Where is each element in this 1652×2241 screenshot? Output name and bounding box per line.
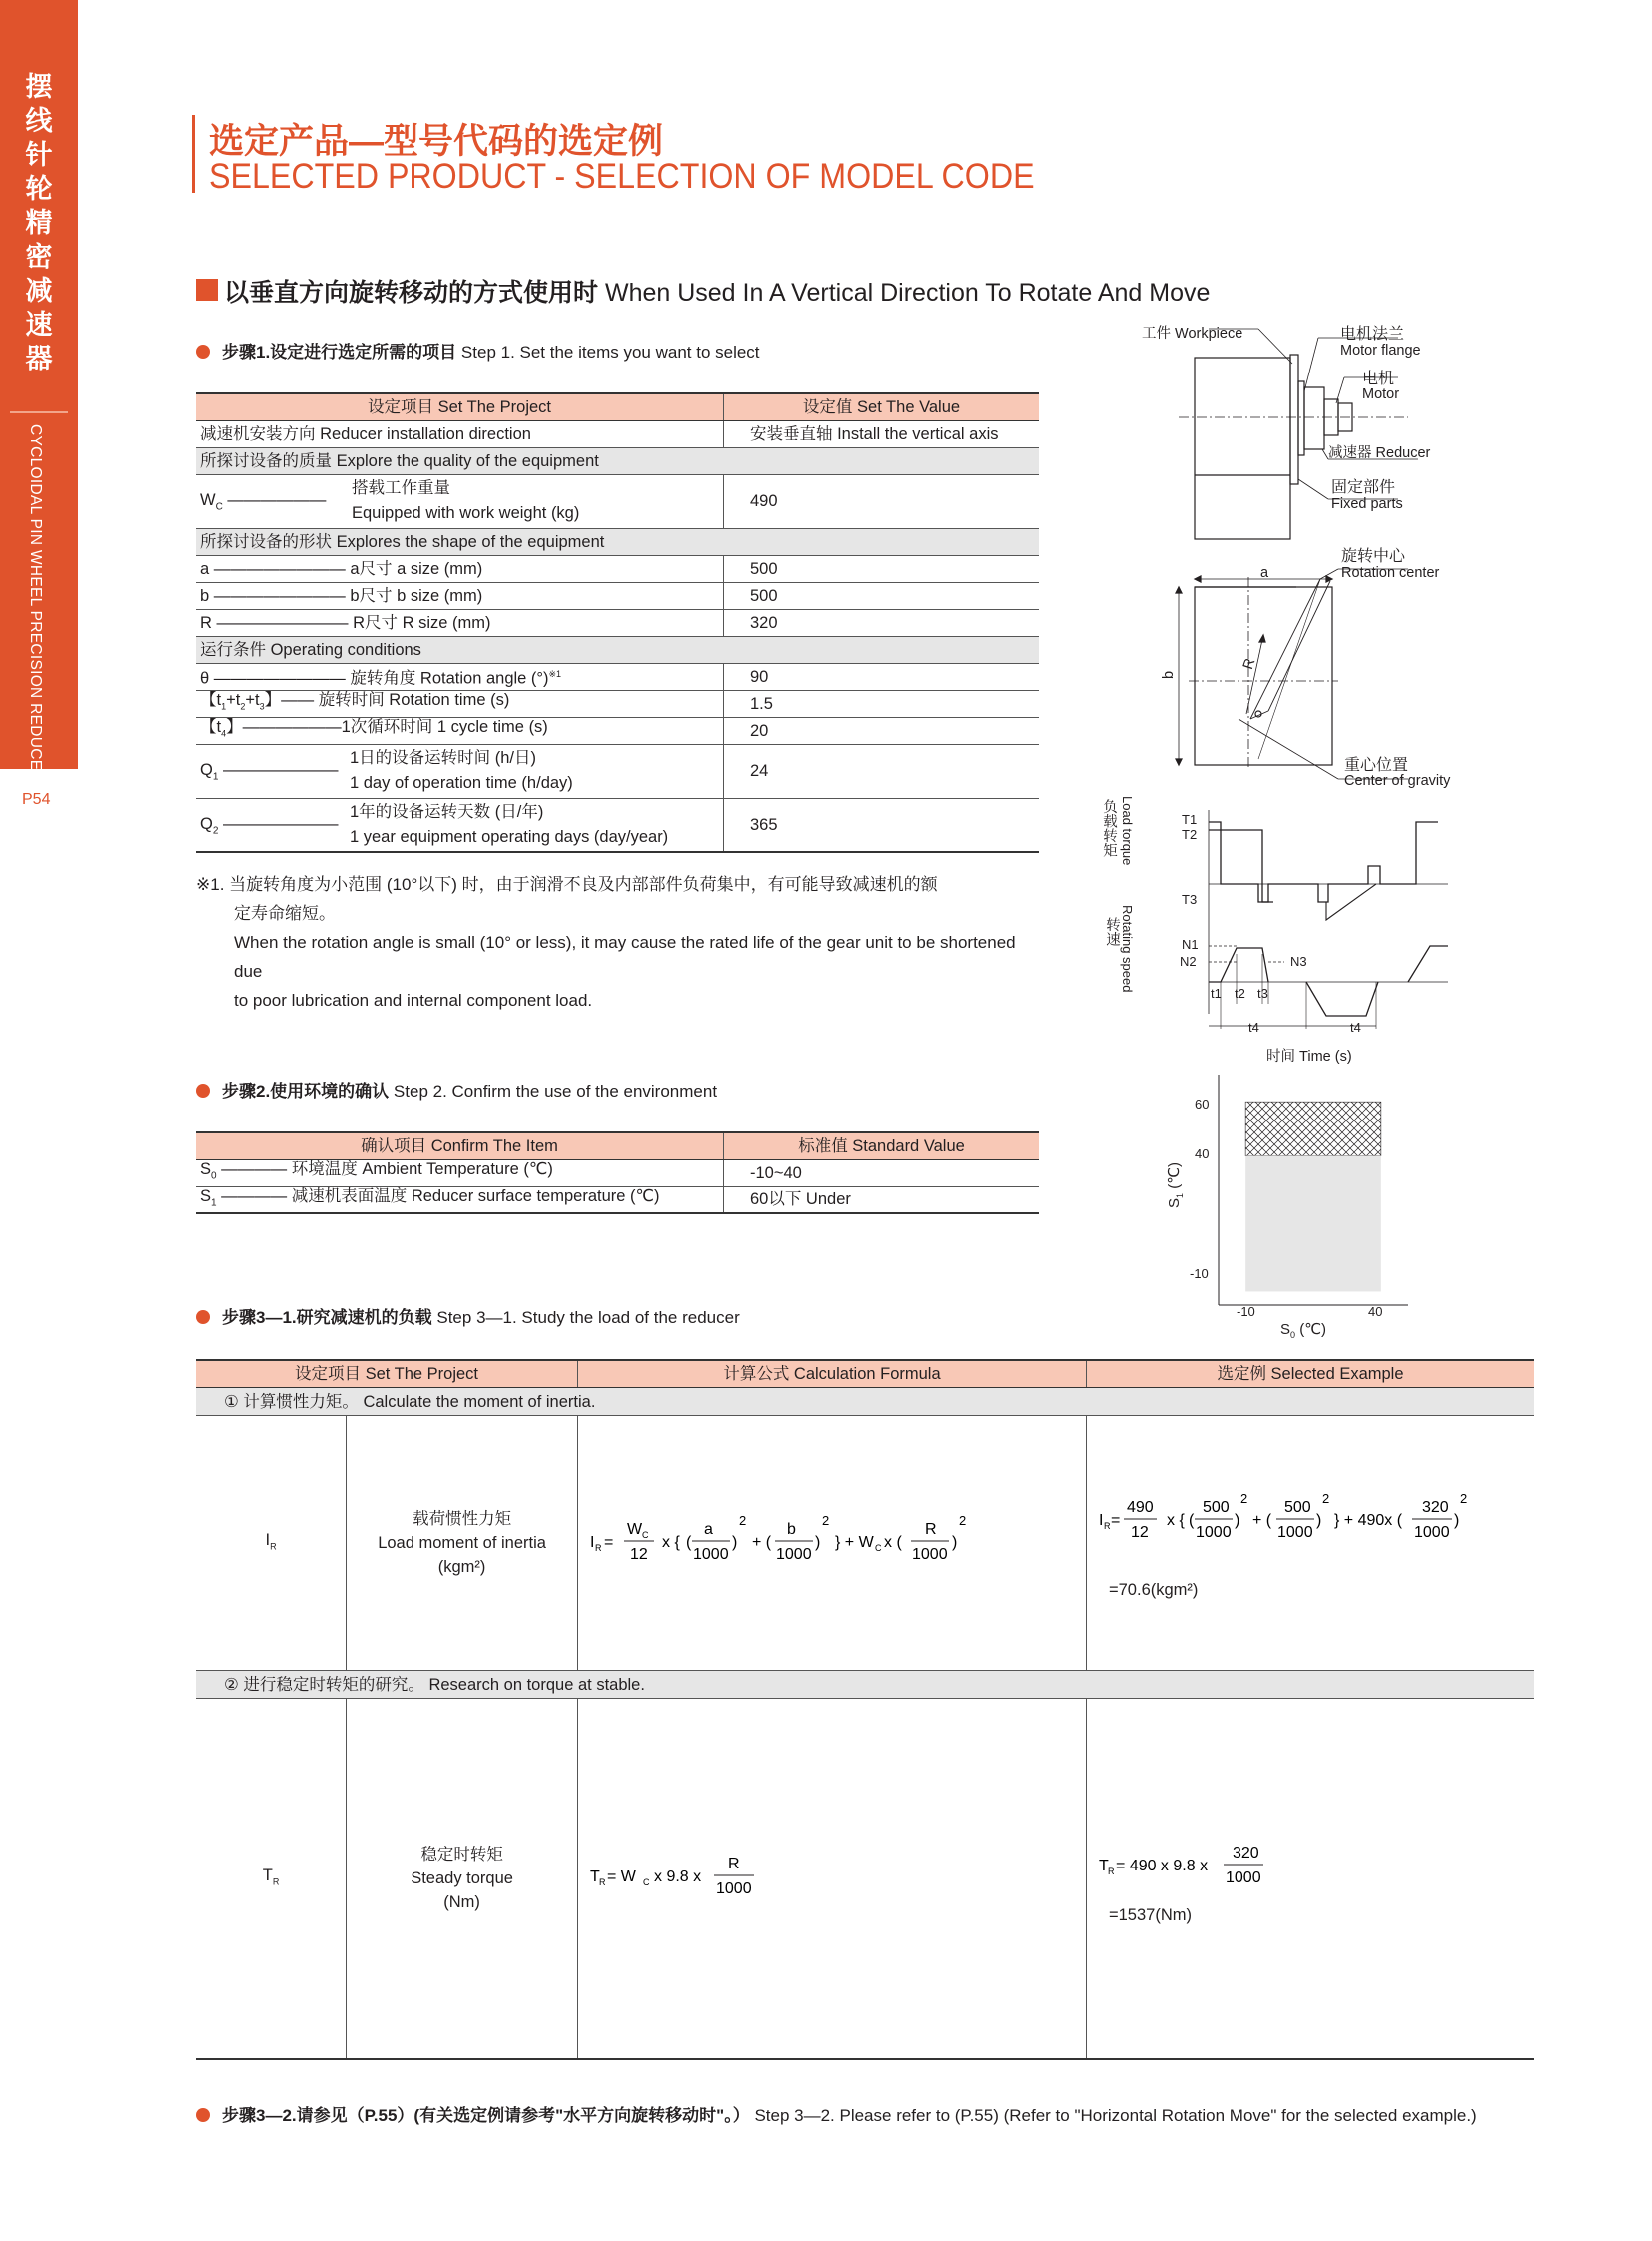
rotation-center-cn: 旋转中心: [1341, 548, 1406, 565]
sidebar: [0, 0, 78, 782]
t1-label: T1: [1182, 812, 1198, 827]
header-item: 设定项目 Set The Project: [196, 393, 724, 420]
tr-example-cell: [1087, 1699, 1535, 2060]
svg-text:1000: 1000: [715, 1880, 752, 1897]
note-en-2: to poor lubrication and internal component load.: [234, 991, 593, 1010]
svg-text:T: T: [589, 1868, 600, 1885]
b-label: b ———————— b尺寸 b size (mm): [196, 582, 724, 609]
fixed-parts-en: Fixed parts: [1331, 496, 1403, 512]
bullet-icon: [196, 1310, 210, 1324]
step31-heading-cn: 步骤3—1.研究减速机的负载: [222, 1308, 432, 1327]
sidebar-char-7: 速: [25, 310, 53, 340]
sidebar-char-3: 轮: [25, 174, 53, 204]
t2-period-label: t2: [1235, 986, 1245, 1001]
step31-header-item: 设定项目 Set The Project: [196, 1360, 577, 1388]
bullet-icon: [196, 345, 210, 359]
footnote: [196, 870, 1045, 1015]
rotation-center-en: Rotation center: [1341, 565, 1440, 581]
speed-cn: 转速: [1104, 917, 1120, 946]
step2-heading-cn: 步骤2.使用环境的确认: [222, 1082, 390, 1101]
svg-text:x {: x {: [661, 1534, 680, 1551]
s0-value: -10~40: [724, 1159, 1040, 1186]
reducer-body-shape: [1304, 387, 1324, 449]
speed-waveform-1: [1209, 948, 1268, 982]
svg-text:): ): [1316, 1512, 1322, 1529]
step31-header-formula: 计算公式 Calculation Formula: [577, 1360, 1086, 1388]
svg-text:x (: x (: [883, 1534, 902, 1551]
cycle-label: 【$t_4$】——————1次循环时间 1 cycle time (s): [196, 717, 724, 744]
s0-label: $S_0$ ———— 环境温度 Ambient Temperature (℃): [196, 1159, 724, 1186]
section-heading-cn: 以垂直方向旋转移动的方式使用时: [224, 279, 599, 307]
motor-flange-shape: [1290, 355, 1298, 484]
allowed-gray-zone: [1245, 1156, 1381, 1292]
svg-text:500: 500: [1203, 1499, 1230, 1516]
cycle-value: 20: [724, 717, 1040, 744]
time-axis-label: 时间 Time (s): [1266, 1049, 1352, 1065]
quality-section: 所探讨设备的质量 Explore the quality of the equipment: [196, 447, 1039, 474]
ir-formula-cell: [577, 1416, 1086, 1671]
page-number: P54: [22, 791, 51, 808]
svg-text:} + 490x (: } + 490x (: [1334, 1512, 1403, 1529]
x-axis-label: $S_0$ (℃): [1280, 1321, 1327, 1340]
svg-text:): ): [814, 1534, 821, 1551]
shape-section: 所探讨设备的形状 Explores the shape of the equipment: [196, 528, 1039, 555]
tr-result: =1537(Nm): [1109, 1906, 1192, 1924]
timing-diagram: [1109, 794, 1548, 1054]
a-label: a ———————— a尺寸 a size (mm): [196, 555, 724, 582]
q1-value: 24: [724, 744, 1040, 798]
r-value: 320: [724, 609, 1040, 636]
ir-symbol: $I_R$: [196, 1416, 347, 1671]
svg-text:a: a: [703, 1521, 713, 1538]
svg-text:2: 2: [821, 1513, 830, 1528]
motor-flange-en: Motor flange: [1340, 343, 1421, 359]
sidebar-char-0: 摆: [25, 72, 53, 102]
n3-label: N3: [1290, 954, 1307, 969]
header-value: 设定值 Set The Value: [724, 393, 1040, 420]
svg-text:): ): [1454, 1512, 1460, 1529]
dim-b-label: b: [1161, 670, 1178, 680]
torque-waveform: [1209, 822, 1438, 902]
bullet-icon: [196, 2108, 210, 2122]
step31-heading: [196, 1303, 740, 1328]
overheat-hatch-zone: [1245, 1102, 1381, 1155]
sidebar-char-8: 器: [25, 344, 53, 374]
y-tick-60: 60: [1195, 1097, 1210, 1112]
fixed-parts-cn: 固定部件: [1331, 479, 1396, 496]
svg-text:=: =: [1111, 1512, 1121, 1529]
torque-section: ② 进行稳定时转矩的研究。 Research on torque at stable.: [196, 1671, 1534, 1699]
workpiece-shape: [1195, 358, 1290, 539]
svg-text:C: C: [641, 1530, 649, 1540]
svg-text:+ (: + (: [751, 1534, 772, 1551]
svg-text:= W: = W: [606, 1868, 636, 1885]
step1-heading-en: Step 1. Set the items you want to select: [460, 343, 760, 362]
step31-table: [196, 1359, 1534, 2060]
motor-flange-cn: 电机法兰: [1340, 326, 1405, 343]
note-mark: ※1.: [196, 875, 225, 894]
cog-cn: 重心位置: [1344, 757, 1409, 774]
dim-r-label: R: [1240, 656, 1259, 672]
note-cn-2: 定寿命缩短。: [234, 904, 336, 923]
section-marker: [196, 279, 218, 301]
t4-period-label: t4: [1248, 1020, 1259, 1035]
speed-waveform-2: [1306, 982, 1378, 1016]
load-torque-en: Load torque: [1120, 796, 1135, 866]
svg-text:R: R: [1108, 1867, 1115, 1876]
svg-text:x {: x {: [1167, 1512, 1185, 1529]
svg-text:12: 12: [1131, 1524, 1149, 1541]
section-heading: [224, 273, 1210, 309]
svg-text:+ (: + (: [1252, 1512, 1272, 1529]
sidebar-char-6: 减: [25, 276, 53, 306]
torque-waveform-2: [1209, 830, 1273, 902]
workpiece-label: 工件 Workpiece: [1142, 326, 1243, 342]
s1-value: 60以下 Under: [724, 1186, 1040, 1213]
motor-en: Motor: [1362, 386, 1400, 402]
wc-value: 490: [724, 474, 1040, 528]
svg-text:1000: 1000: [1414, 1524, 1450, 1541]
reducer-label: 减速器 Reducer: [1328, 445, 1431, 461]
svg-text:1000: 1000: [692, 1546, 729, 1563]
x-tick-40: 40: [1368, 1304, 1383, 1319]
install-label: 减速机安装方向 Reducer installation direction: [196, 420, 724, 447]
install-value: 安装垂直轴 Install the vertical axis: [724, 420, 1040, 447]
svg-text:R: R: [924, 1521, 937, 1538]
svg-text:320: 320: [1233, 1845, 1259, 1862]
s1-label: $S_1$ ———— 减速机表面温度 Reducer surface temperature (℃): [196, 1186, 724, 1213]
motor-cn: 电机: [1362, 371, 1395, 387]
step31-header-example: 选定例 Selected Example: [1087, 1360, 1535, 1388]
note-cn-1: 当旋转角度为小范围 (10°以下) 时，由于润滑不良及内部部件负荷集中，有可能导致减速机的额: [229, 875, 938, 894]
cog-en: Center of gravity: [1344, 773, 1451, 789]
svg-text:W: W: [626, 1521, 643, 1538]
svg-text:320: 320: [1422, 1499, 1449, 1516]
q2-value: 365: [724, 798, 1040, 852]
ir-description: 载荷惯性力矩 Load moment of inertia (kgm²): [347, 1416, 578, 1671]
sidebar-char-5: 密: [25, 242, 53, 272]
svg-text:2: 2: [1240, 1491, 1248, 1506]
sidebar-char-2: 针: [25, 140, 53, 170]
time-label: 【$t_1+t_2+t_3$】—— 旋转时间 Rotation time (s): [196, 690, 724, 717]
sidebar-category-cn: [0, 70, 78, 375]
theta-value: 90: [724, 663, 1040, 690]
svg-text:2: 2: [1322, 1491, 1330, 1506]
step2-table: [196, 1131, 1039, 1214]
theta-label: θ ———————— 旋转角度 Rotation angle (°)$^{※1}$: [196, 663, 724, 690]
svg-text:R: R: [1104, 1521, 1111, 1531]
tr-formula-cell: [577, 1699, 1086, 2060]
operating-section: 运行条件 Operating conditions: [196, 636, 1039, 663]
tr-symbol: $T_R$: [196, 1699, 347, 2060]
tr-description: 稳定时转矩 Steady torque (Nm): [347, 1699, 578, 2060]
svg-text:12: 12: [629, 1546, 648, 1563]
reducer-shape: [1298, 381, 1304, 455]
x-tick-minus10: -10: [1237, 1304, 1255, 1319]
svg-text:=: =: [603, 1534, 614, 1551]
svg-text:I: I: [589, 1534, 595, 1551]
t3-period-label: t3: [1257, 986, 1268, 1001]
sidebar-char-4: 精: [25, 208, 53, 238]
speed-en: Rotating speed: [1120, 905, 1135, 993]
bullet-icon: [196, 1084, 210, 1098]
t3-label: T3: [1182, 892, 1198, 907]
svg-text:x 9.8 x: x 9.8 x: [653, 1868, 702, 1885]
step2-header-item: 确认项目 Confirm The Item: [196, 1132, 724, 1159]
ir-formula: [582, 1501, 1082, 1581]
step32-heading-cn: 步骤3—2.请参见（P.55）(有关选定例请参考"水平方向旋转移动时"。）: [222, 2106, 750, 2125]
q1-label: $Q_1$ ———————1日的设备运转时间 (h/日) 1 day of operation time (h/day): [196, 744, 724, 798]
t4-period-label-2: t4: [1350, 1020, 1361, 1035]
svg-text:): ): [951, 1534, 958, 1551]
svg-text:} + W: } + W: [834, 1534, 874, 1551]
title-accent-bar: [192, 115, 195, 193]
t2-label: T2: [1182, 827, 1198, 842]
step2-heading-en: Step 2. Confirm the use of the environment: [393, 1082, 718, 1101]
ir-example: [1091, 1485, 1530, 1575]
svg-text:490: 490: [1127, 1499, 1154, 1516]
step2-heading: [196, 1077, 717, 1102]
sidebar-divider: [10, 411, 68, 413]
rotation-body-shape: [1195, 587, 1332, 765]
svg-text:500: 500: [1284, 1499, 1311, 1516]
n2-label: N2: [1180, 954, 1197, 969]
svg-text:1000: 1000: [775, 1546, 812, 1563]
svg-text:R: R: [594, 1543, 602, 1553]
ir-result: =70.6(kgm²): [1109, 1581, 1199, 1599]
wc-label: $W_C$ ——————搭载工作重量 Equipped with work weight (kg): [196, 474, 724, 528]
load-torque-cn: 负载转矩: [1101, 799, 1117, 857]
svg-text:2: 2: [1460, 1491, 1468, 1506]
inertia-section: ① 计算惯性力矩。 Calculate the moment of inertia.: [196, 1388, 1534, 1416]
svg-text:(: (: [1189, 1512, 1195, 1529]
page-title-cn: 选定产品—型号代码的选定例: [209, 122, 664, 161]
svg-text:= 490 x 9.8 x: = 490 x 9.8 x: [1116, 1858, 1209, 1874]
tr-example: [1091, 1831, 1390, 1900]
svg-text:1000: 1000: [1196, 1524, 1232, 1541]
svg-text:C: C: [874, 1543, 882, 1553]
step1-heading: [196, 338, 760, 363]
svg-text:1000: 1000: [911, 1546, 948, 1563]
speed-waveform-3: [1408, 946, 1448, 982]
q2-label: $Q_2$ ———————1年的设备运转天数 (日/年) 1 year equipment operating days (day/year): [196, 798, 724, 852]
step2-header-value: 标准值 Standard Value: [724, 1132, 1040, 1159]
ir-example-cell: [1087, 1416, 1535, 1671]
step32-heading-en: Step 3—2. Please refer to (P.55) (Refer to "Horizontal Rotation Move" for the selected example.): [754, 2106, 1477, 2125]
page-title-en: SELECTED PRODUCT - SELECTION OF MODEL CODE: [209, 157, 1035, 196]
step1-heading-cn: 步骤1.设定进行选定所需的项目: [222, 343, 457, 362]
t1-period-label: t1: [1211, 986, 1222, 1001]
svg-text:1000: 1000: [1226, 1869, 1261, 1886]
b-value: 500: [724, 582, 1040, 609]
svg-text:R: R: [727, 1856, 740, 1872]
svg-text:I: I: [1099, 1512, 1104, 1529]
dim-a-label: a: [1260, 565, 1269, 581]
svg-text:2: 2: [958, 1513, 967, 1528]
svg-text:2: 2: [738, 1513, 747, 1528]
y-axis-label: $S_1$ (℃): [1166, 1161, 1185, 1208]
r-label: R ———————— R尺寸 R size (mm): [196, 609, 724, 636]
section-heading-en: When Used In A Vertical Direction To Rotate And Move: [604, 279, 1211, 307]
time-value: 1.5: [724, 690, 1040, 717]
note-en-1: When the rotation angle is small (10° or less), it may cause the rated life of the gear unit to be shortened due: [234, 933, 1016, 981]
tr-formula: [582, 1842, 882, 1911]
step1-table: [196, 392, 1039, 853]
y-tick-minus10: -10: [1190, 1266, 1209, 1281]
svg-text:1000: 1000: [1277, 1524, 1313, 1541]
sidebar-category-en: CYCLOIDAL PIN WHEEL PRECISION REDUCER: [27, 424, 44, 782]
svg-text:): ): [1235, 1512, 1240, 1529]
a-value: 500: [724, 555, 1040, 582]
svg-text:b: b: [786, 1521, 796, 1538]
svg-text:C: C: [642, 1877, 650, 1887]
svg-text:T: T: [1099, 1858, 1109, 1874]
svg-text:R: R: [598, 1877, 606, 1887]
svg-text:): ): [731, 1534, 738, 1551]
step32-heading: [196, 2101, 1477, 2126]
n1-label: N1: [1182, 937, 1199, 952]
sidebar-char-1: 线: [25, 106, 53, 136]
step31-heading-en: Step 3—1. Study the load of the reducer: [436, 1308, 740, 1327]
y-tick-40: 40: [1195, 1146, 1210, 1161]
svg-text:(: (: [685, 1534, 692, 1551]
